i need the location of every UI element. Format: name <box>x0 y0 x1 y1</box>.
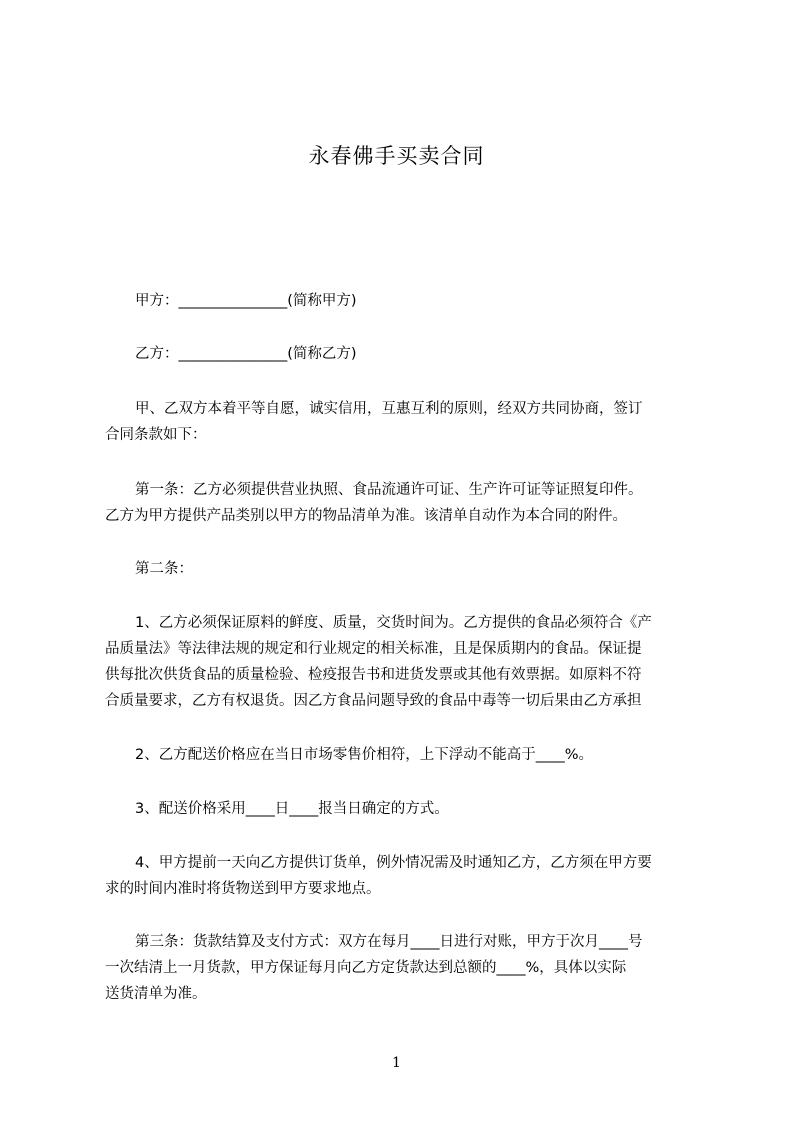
article-3-paragraph <box>105 929 705 1007</box>
article-2-item-4-line: 4、甲方提前一天向乙方提供订货单，例外情况需及时通知乙方，乙方须在甲方要 <box>135 855 652 871</box>
article-2-item-2-text: 2、乙方配送价格应在当日市场零售价相符，上下浮动不能高于____%。 <box>135 747 594 763</box>
intro-line: 合同条款如下： <box>105 427 207 443</box>
article-2-item-3-text: 3、配送价格采用____日____报当日确定的方式。 <box>135 801 449 817</box>
article-2-item-1-line: 品质量法》等法律法规的规定和行业规定的相关标准，且是保质期内的食品。保证提 <box>105 641 642 657</box>
party-b-line <box>105 341 705 367</box>
article-3-line: 送货清单为准。 <box>105 986 207 1002</box>
party-b-text: 乙方：_______________(简称乙方) <box>135 346 357 362</box>
article-1-line: 乙方为甲方提供产品类别以甲方的物品清单为准。该清单自动作为本合同的附件。 <box>105 508 627 524</box>
page-number: 1 <box>392 1055 401 1071</box>
article-2-item-4-line: 求的时间内准时将货物送到甲方要求地点。 <box>105 881 381 897</box>
intro-line: 甲、乙双方本着平等自愿，诚实信用，互惠互利的原则，经双方共同协商，签订 <box>135 401 643 417</box>
party-a-text: 甲方：_______________(简称甲方) <box>135 293 357 309</box>
article-2-item-1-line: 供每批次供货食品的质量检验、检疫报告书和进货发票或其他有效票据。如原料不符 <box>105 667 642 683</box>
article-2-item-4 <box>105 850 705 902</box>
article-2-item-1 <box>105 610 705 714</box>
article-2-heading-text: 第二条： <box>135 561 193 577</box>
article-3-line: 第三条：货款结算及支付方式：双方在每月____日进行对账，甲方于次月____号 <box>135 934 643 950</box>
article-2-item-1-line: 1、乙方必须保证原料的鲜度、质量，交货时间为。乙方提供的食品必须符合《产 <box>135 615 652 631</box>
article-1-line: 第一条：乙方必须提供营业执照、食品流通许可证、生产许可证等证照复印件。 <box>135 482 643 498</box>
article-2-item-2 <box>105 742 705 768</box>
party-a-line <box>105 288 705 314</box>
intro-paragraph <box>105 396 705 448</box>
article-2-item-3 <box>105 796 705 822</box>
article-2-item-1-line: 合质量要求，乙方有权退货。因乙方食品问题导致的食品中毒等一切后果由乙方承担 <box>105 693 642 709</box>
document-title: 永春佛手买卖合同 <box>308 144 485 168</box>
article-1-paragraph <box>105 477 705 529</box>
article-3-line: 一次结清上一月货款，甲方保证每月向乙方定货款达到总额的____%，具体以实际 <box>105 960 627 976</box>
article-2-heading <box>105 556 705 582</box>
